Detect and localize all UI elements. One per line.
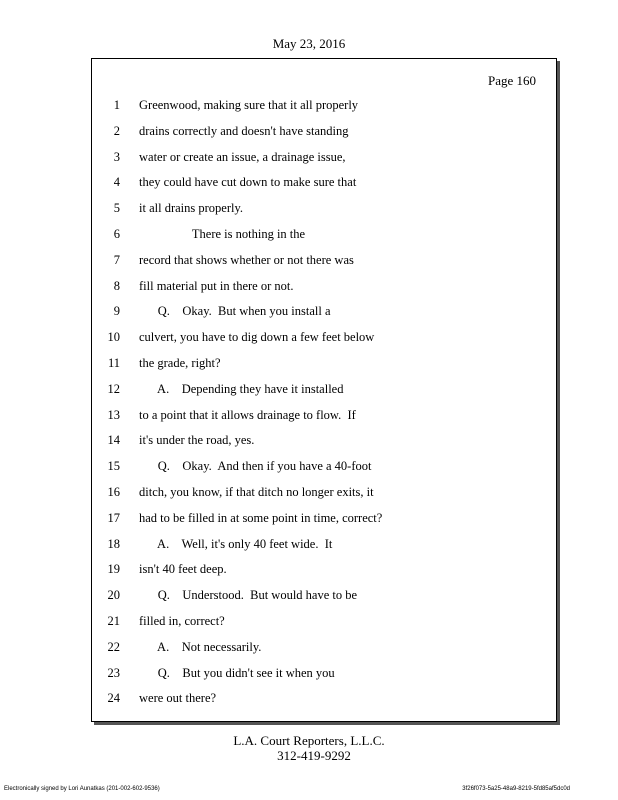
line-number: 3	[113, 149, 120, 164]
reporter-phone: 312-419-9292	[277, 748, 351, 763]
transcript-line	[92, 196, 556, 222]
line-number: 18	[107, 536, 120, 551]
page-number: Page 160	[487, 73, 536, 88]
line-number: 21	[107, 613, 120, 628]
line-number: 4	[113, 175, 120, 190]
transcript-date: May 23, 2016	[272, 36, 346, 51]
line-number: 9	[113, 304, 120, 319]
electronic-signature: Electronically signed by Lori Aunatkas (201-002-602-9536)	[4, 786, 160, 792]
line-number: 23	[107, 665, 120, 680]
transcript-line	[92, 454, 556, 480]
transcript-line	[92, 609, 556, 635]
line-text: Q. Okay. And then if you have a 40-foot	[139, 459, 372, 474]
transcript-line	[92, 635, 556, 661]
line-number: 10	[107, 330, 120, 345]
line-number: 16	[107, 484, 120, 499]
transcript-line	[92, 170, 556, 196]
transcript-line	[92, 325, 556, 351]
line-text: A. Not necessarily.	[139, 639, 262, 654]
line-text: it all drains properly.	[139, 201, 244, 216]
transcript-line	[92, 222, 556, 248]
transcript-line	[92, 145, 556, 171]
transcript-line	[92, 686, 556, 712]
transcript-line	[92, 93, 556, 119]
transcript-line	[92, 532, 556, 558]
transcript-line	[92, 377, 556, 403]
line-number: 5	[113, 201, 120, 216]
transcript-line	[92, 480, 556, 506]
line-text: culvert, you have to dig down a few feet below	[139, 330, 375, 345]
line-number: 20	[107, 588, 120, 603]
line-text: A. Depending they have it installed	[139, 381, 344, 396]
line-text: drains correctly and doesn't have standing	[139, 123, 349, 138]
line-text: filled in, correct?	[139, 613, 225, 628]
transcript-line	[92, 351, 556, 377]
line-text: Q. Okay. But when you install a	[139, 304, 331, 319]
line-number: 6	[113, 226, 120, 241]
transcript-page	[91, 58, 557, 722]
line-text: the grade, right?	[139, 355, 221, 370]
transcript-line	[92, 428, 556, 454]
line-number: 13	[107, 407, 120, 422]
line-text: water or create an issue, a drainage issue,	[139, 149, 346, 164]
line-number: 8	[113, 278, 120, 293]
transcript-line	[92, 557, 556, 583]
line-text: Greenwood, making sure that it all properly	[139, 98, 359, 112]
line-number: 12	[107, 381, 120, 396]
line-text: record that shows whether or not there was	[139, 252, 354, 267]
transcript-line	[92, 583, 556, 609]
line-text: to a point that it allows drainage to flow. If	[139, 407, 356, 422]
line-number: 1	[113, 98, 120, 112]
transcript-line	[92, 274, 556, 300]
line-text: There is nothing in the	[139, 226, 306, 241]
line-text: ditch, you know, if that ditch no longer exits, it	[139, 484, 374, 499]
transcript-line	[92, 119, 556, 145]
line-number: 19	[107, 562, 120, 577]
line-text: Q. But you didn't see it when you	[139, 665, 335, 680]
transcript-line	[92, 403, 556, 429]
line-number: 22	[107, 639, 120, 654]
transcript-lines	[92, 93, 556, 712]
reporter-company: L.A. Court Reporters, L.L.C.	[233, 733, 385, 748]
line-text: had to be filled in at some point in time, correct?	[139, 510, 383, 525]
line-text: Q. Understood. But would have to be	[139, 588, 358, 603]
line-number: 14	[107, 433, 120, 448]
transcript-line	[92, 248, 556, 274]
transcript-line	[92, 299, 556, 325]
transcript-line	[92, 661, 556, 687]
line-number: 15	[107, 459, 120, 474]
line-text: isn't 40 feet deep.	[139, 562, 227, 577]
line-text: were out there?	[139, 691, 217, 706]
line-number: 24	[107, 691, 120, 706]
line-number: 17	[107, 510, 120, 525]
line-text: fill material put in there or not.	[139, 278, 294, 293]
line-text: it's under the road, yes.	[139, 433, 255, 448]
line-number: 7	[113, 252, 120, 267]
line-text: they could have cut down to make sure that	[139, 175, 357, 190]
line-number: 11	[107, 355, 120, 370]
transcript-line	[92, 506, 556, 532]
document-hash: 3f26f073-5a25-48a9-8219-5fd85af5dc0d	[462, 786, 570, 792]
line-text: A. Well, it's only 40 feet wide. It	[139, 536, 333, 551]
line-number: 2	[113, 123, 120, 138]
